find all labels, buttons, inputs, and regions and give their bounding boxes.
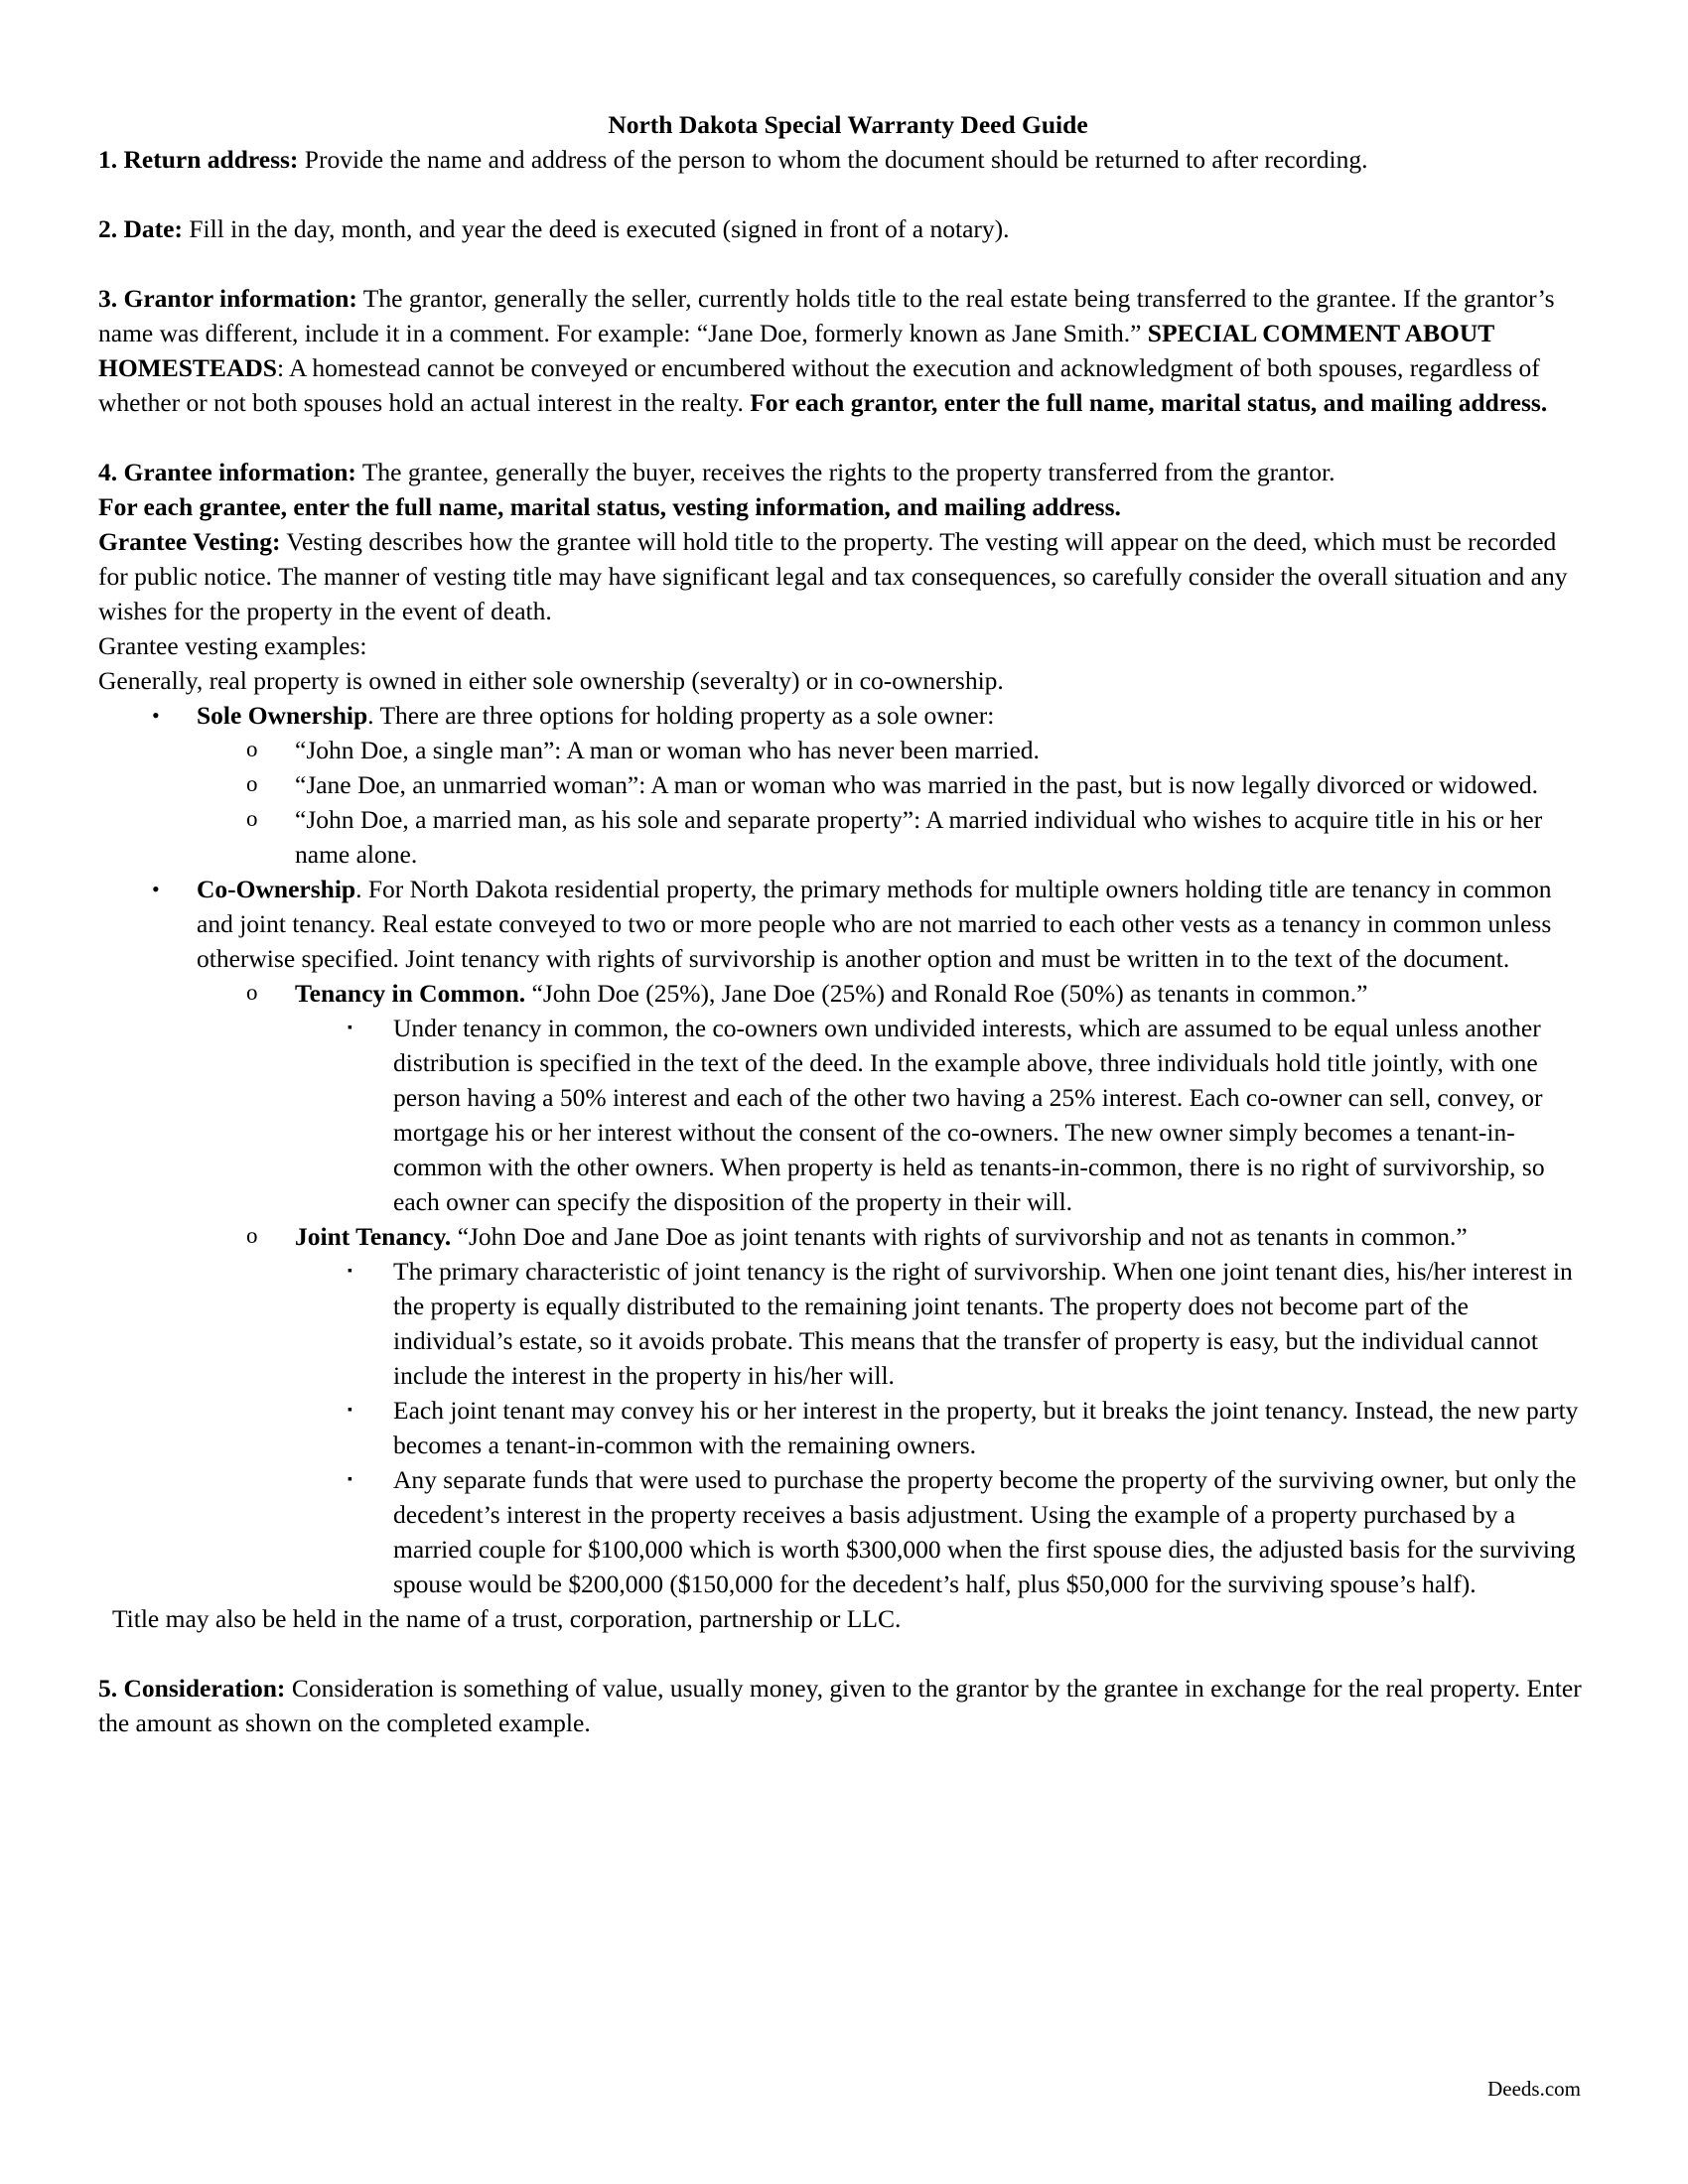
bullet-marker: • [152,703,160,728]
grantor-instruction: For each grantor, enter the full name, marital status, and mailing address. [750,388,1548,417]
tic-text: “John Doe (25%), Jane Doe (25%) and Ronald Roe (50%) as tenants in common.” [525,979,1368,1008]
footer-brand: Deeds.com [1487,2077,1581,2101]
grantee-instruction: For each grantee, enter the full name, marital status, vesting information, and mailing address. [98,492,1121,521]
vesting-label: Grantee Vesting: [98,527,281,556]
square-marker: ▪ [348,1472,352,1487]
list-item: ▪ Each joint tenant may convey his or her interest in the property, but it breaks the joint tenancy. Instead, the new party becomes a tenant-in-common with the remaining owners. [295,1393,1590,1462]
list-item-sole-ownership [98,698,1590,872]
circle-marker: o [246,1223,258,1248]
homestead-label: SPECIAL COMMENT ABOUT HOMESTEADS [98,319,1494,382]
vesting-text: Vesting describes how the grantee will hold title to the property. The vesting will appear on the deed, which must be recorded for public notice. The manner of vesting title may have significant legal and tax consequences, so carefully consider the overall situation and any wishes for the property in the event of death. [98,527,1568,625]
bullet-marker: • [152,877,160,901]
circle-marker: o [246,737,258,761]
co-label: Co-Ownership [197,875,356,903]
section-consideration [98,1671,1590,1740]
section-text: The grantee, generally the buyer, receives the rights to the property transferred from the grantor. [355,458,1336,486]
section-text: Fill in the day, month, and year the deed is executed (signed in front of a notary). [182,214,1010,243]
vesting-generally: Generally, real property is owned in either sole ownership (severalty) or in co-ownership. [98,666,1004,695]
circle-marker: o [246,980,258,1005]
co-text: . For North Dakota residential property, the primary methods for multiple owners holding title are tenancy in common and joint tenancy. Real estate conveyed to two or more people who are not married to each other vests as a tenancy in common unless otherwise specified. Joint tenancy with rights of survivorship is another option and must be written in to the text of the document. [197,875,1552,973]
vesting-list [98,698,1590,1601]
list-item: o “Jane Doe, an unmarried woman”: A man or woman who was married in the past, but is now legally divorced or widowed. [197,767,1590,802]
list-item: ▪ Any separate funds that were used to purchase the property become the property of the surviving owner, but only the decedent’s interest in the property receives a basis adjustment. Using the example of a property purchased by a married couple for $100,000 which is worth $300,000 when the first spouse dies, the adjusted basis for the surviving spouse would be $200,000 ($150,000 for the decedent’s half, plus $50,000 for the surviving spouse’s half). [295,1462,1590,1601]
section-return-address [98,142,1590,177]
list-item-joint-tenancy [197,1219,1590,1601]
jt-label: Joint Tenancy. [295,1222,452,1251]
section-text: Provide the name and address of the person to whom the document should be returned to after recording. [298,145,1368,174]
trust-note: Title may also be held in the name of a trust, corporation, partnership or LLC. [112,1604,902,1633]
list-item: o “John Doe, a married man, as his sole and separate property”: A married individual who wishes to acquire title in his or her name alone. [197,802,1590,872]
sole-text: . There are three options for holding property as a sole owner: [367,701,995,730]
square-marker: ▪ [348,1264,352,1279]
section-date [98,211,1590,246]
section-label: 3. Grantor information: [98,284,357,313]
circle-marker: o [246,771,258,796]
sole-label: Sole Ownership [197,701,368,730]
list-item: ▪ The primary characteristic of joint tenancy is the right of survivorship. When one joint tenant dies, his/her interest in the property is equally distributed to the remaining joint tenants. The property does not become part of the individual’s estate, so it avoids probate. This means that the transfer of property is easy, but the individual cannot include the interest in the property in his/her will. [295,1254,1590,1393]
jt-text: “John Doe and Jane Doe as joint tenants with rights of survivorship and not as tenants in common.” [451,1222,1468,1251]
document-page [98,107,1590,1740]
section-grantee [98,455,1590,1636]
list-item: ▪ Under tenancy in common, the co-owners own undivided interests, which are assumed to be equal unless another distribution is specified in the text of the deed. In the example above, three individuals hold title jointly, with one person having a 50% interest and each of the other two having a 25% interest. Each co-owner can sell, convey, or mortgage his or her interest without the consent of the co-owners. The new owner simply becomes a tenant-in- common with the other owners. When property is held as tenants-in-common, there is no right of survivorship, so each owner can specify the disposition of the property in their will. [295,1011,1590,1219]
page-title: North Dakota Special Warranty Deed Guide [608,110,1088,139]
section-grantor [98,281,1590,420]
tic-label: Tenancy in Common. [295,979,526,1008]
section-label: 4. Grantee information: [98,458,356,486]
section-label: 5. Consideration: [98,1674,286,1703]
list-item-co-ownership [98,872,1590,1601]
homestead-text: : A homestead cannot be conveyed or encumbered without the execution and acknowledgment of both spouses, regardless of whether or not both spouses hold an actual interest in the realty. [98,353,1540,417]
section-label: 1. Return address: [98,145,299,174]
vesting-examples-heading: Grantee vesting examples: [98,631,367,660]
list-item: o “John Doe, a single man”: A man or woman who has never been married. [197,733,1590,767]
section-label: 2. Date: [98,214,183,243]
square-marker: ▪ [348,1403,352,1418]
circle-marker: o [246,806,258,831]
section-text: The grantor, generally the seller, currently holds title to the real estate being transferred to the grantee. If the grantor’s name was different, include it in a comment. For example: “Jane Doe, formerly known as Jane Smith.” [98,284,1555,347]
list-item-tenancy-in-common [197,976,1590,1219]
square-marker: ▪ [348,1021,352,1035]
section-text: Consideration is something of value, usually money, given to the grantor by the grantee in exchange for the real property. Enter the amount as shown on the completed example. [98,1674,1582,1737]
